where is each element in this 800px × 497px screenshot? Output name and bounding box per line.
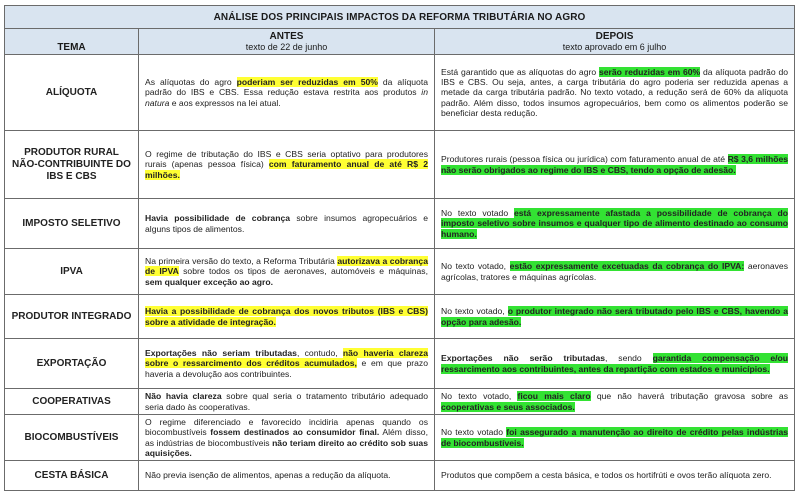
antes-text-segment: O regime de tributação do IBS e CBS seria optativo para produtores rurais (apenas pessoa física) (145, 149, 428, 170)
tema-cell: PRODUTOR INTEGRADO (5, 295, 139, 339)
header-depois-subtitle: texto aprovado em 6 julho (562, 41, 667, 52)
antes-text-segment: sem qualquer exceção ao agro. (145, 276, 274, 287)
depois-text-segment: cooperativas e seus associados. (441, 401, 575, 412)
antes-text-segment: autorizava a cobrança de IPVA (145, 256, 428, 277)
table-row-aliquota (5, 55, 795, 131)
depois-text-segment: ficou mais claro (517, 391, 591, 402)
depois-text-segment: No texto votado, (441, 306, 508, 317)
table-row-cooperativas (5, 389, 795, 415)
tema-cell: ALÍQUOTA (5, 55, 139, 131)
depois-text-segment: aeronaves agrícolas, tratores e máquinas agrícolas. (441, 261, 788, 282)
antes-cell (139, 415, 435, 461)
antes-cell (139, 131, 435, 199)
depois-text-segment: está expressamente afastada a possibilidade de cobrança do imposto seletivo sobre insumos e qualquer tipo de alimento destinado ao consumo humano. (441, 208, 789, 239)
depois-text-segment: No texto votado, (441, 261, 510, 272)
header-depois (435, 29, 795, 55)
antes-cell (139, 249, 435, 295)
antes-text-segment: Não previa isenção de alimentos, apenas a redução da alíquota. (145, 470, 391, 481)
table-row-imposto-seletivo (5, 199, 795, 249)
antes-text-segment: Havia a possibilidade de cobrança dos novos tributos (IBS e CBS) sobre a atividade de integração. (145, 306, 428, 327)
antes-text-segment: sobre qual seria o tratamento tributário adequado seria dado às cooperativas. (145, 391, 428, 412)
depois-text-segment: , sendo (605, 353, 653, 364)
depois-text-segment: Está garantido que as alíquotas do agro (441, 66, 599, 77)
depois-cell (435, 415, 795, 461)
antes-text-segment: Na primeira versão do texto, a Reforma Tributária (145, 256, 338, 267)
depois-cell (435, 389, 795, 415)
table-row-produtor-integrado (5, 295, 795, 339)
comparison-table (4, 5, 795, 491)
antes-text-segment: sobre insumos agropecuários e alguns tipos de alimentos. (145, 213, 428, 234)
header-antes (139, 29, 435, 55)
antes-text-segment: não haveria clareza sobre o ressarcimento dos créditos acumulados, (145, 348, 428, 369)
antes-text-segment: e aos expressos na lei atual. (169, 97, 281, 108)
antes-text-segment: , contudo, (296, 348, 343, 359)
depois-text-segment: da alíquota padrão do IBS e CBS. Ou seja, antes, a carga tributária do agro poderia ser reduzida apenas a metade da carga tributária padrão. No texto votado, a redução será de 60% da alíquota padrão. Além disso, todos insumos agropecuários, bem como os alimentos poderão se beneficiar desta redução. (441, 66, 789, 118)
table-row-cesta-basica (5, 461, 795, 491)
depois-text-segment: estão expressamente excetuadas da cobrança do IPVA: (509, 261, 745, 272)
header-tema: TEMA (5, 29, 139, 55)
antes-text-segment: não teriam direito ao crédito sob suas aquisições. (145, 437, 428, 458)
tema-cell: PRODUTOR RURAL NÃO-CONTRIBUINTE DO IBS E CBS (5, 131, 139, 199)
depois-cell (435, 55, 795, 131)
antes-text-segment: Exportações não seriam tributadas (145, 348, 297, 359)
tema-cell: IMPOSTO SELETIVO (5, 199, 139, 249)
depois-cell (435, 249, 795, 295)
antes-cell (139, 389, 435, 415)
header-antes-label: ANTES (269, 30, 304, 42)
tema-cell: IPVA (5, 249, 139, 295)
depois-text-segment: o produtor integrado não será tributado pelo IBS e CBS, havendo a opção para adesão. (441, 306, 789, 327)
antes-text-segment: e em que prazo haveria a devolução aos contribuintes. (145, 358, 428, 379)
header-depois-label: DEPOIS (595, 30, 634, 42)
table-row-exportacao (5, 339, 795, 389)
depois-text-segment: R$ 3,6 milhões não serão obrigados ao regime do IBS e CBS, tendo a opção de adesão. (441, 154, 789, 175)
antes-text-segment: da alíquota padrão do IBS e CBS. Essa redução estava restrita aos produtos (145, 77, 429, 98)
depois-cell (435, 199, 795, 249)
antes-text-segment: sobre todos os tipos de aeronaves, automóveis e máquinas, (178, 266, 428, 277)
antes-cell (139, 199, 435, 249)
depois-text-segment: Exportações não serão tributadas (441, 353, 605, 364)
antes-text-segment: O regime diferenciado e favorecido incidiria apenas quando os biocombustíveis (145, 417, 428, 438)
depois-text-segment: foi assegurado a manutenção ao direito de crédito pelas indústrias de biocombustíveis. (441, 427, 789, 448)
tema-cell: COOPERATIVAS (5, 389, 139, 415)
table-row-produtor-rural-nao-contribuinte-do-ibs-e-cbs (5, 131, 795, 199)
antes-text-segment: Havia possibilidade de cobrança (145, 213, 291, 224)
depois-text-segment: garantida compensação e/ou ressarcimento aos contribuintes, antes da repartição com estados e municípios. (441, 353, 789, 374)
depois-text-segment: No texto votado (441, 427, 507, 438)
antes-cell (139, 339, 435, 389)
antes-cell (139, 55, 435, 131)
depois-text-segment: serão reduzidas em 60% (598, 66, 701, 77)
depois-cell (435, 295, 795, 339)
depois-cell (435, 339, 795, 389)
depois-text-segment: Produtores rurais (pessoa física ou jurídica) com faturamento anual de até (441, 154, 728, 165)
antes-text-segment: in natura (145, 87, 428, 108)
depois-cell (435, 131, 795, 199)
antes-text-segment: As alíquotas do agro (145, 77, 237, 88)
depois-text-segment: que não haverá tributação gravosa sobre as (590, 391, 788, 402)
tema-cell: BIOCOMBUSTÍVEIS (5, 415, 139, 461)
antes-text-segment: poderiam ser reduzidas em 50% (236, 77, 378, 88)
table-title: ANÁLISE DOS PRINCIPAIS IMPACTOS DA REFORMA TRIBUTÁRIA NO AGRO (5, 6, 795, 29)
antes-text-segment: Além disso, as indústrias de biocombustíveis (145, 427, 428, 448)
depois-text-segment: No texto votado (441, 208, 514, 219)
depois-text-segment: No texto votado, (441, 391, 518, 402)
tema-cell: CESTA BÁSICA (5, 461, 139, 491)
header-antes-subtitle: texto de 22 de junho (245, 41, 328, 52)
antes-text-segment: com faturamento anual de até R$ 2 milhões. (145, 159, 428, 180)
depois-text-segment: Produtos que compõem a cesta básica, e todos os hortifrúti e ovos terão alíquota zero. (441, 470, 772, 481)
table-row-biocombustiveis (5, 415, 795, 461)
antes-text-segment: fossem destinados ao consumidor final. (210, 427, 380, 438)
depois-cell (435, 461, 795, 491)
antes-cell (139, 295, 435, 339)
antes-text-segment: Não havia clareza (145, 391, 222, 402)
table-row-ipva (5, 249, 795, 295)
tema-cell: EXPORTAÇÃO (5, 339, 139, 389)
antes-cell (139, 461, 435, 491)
